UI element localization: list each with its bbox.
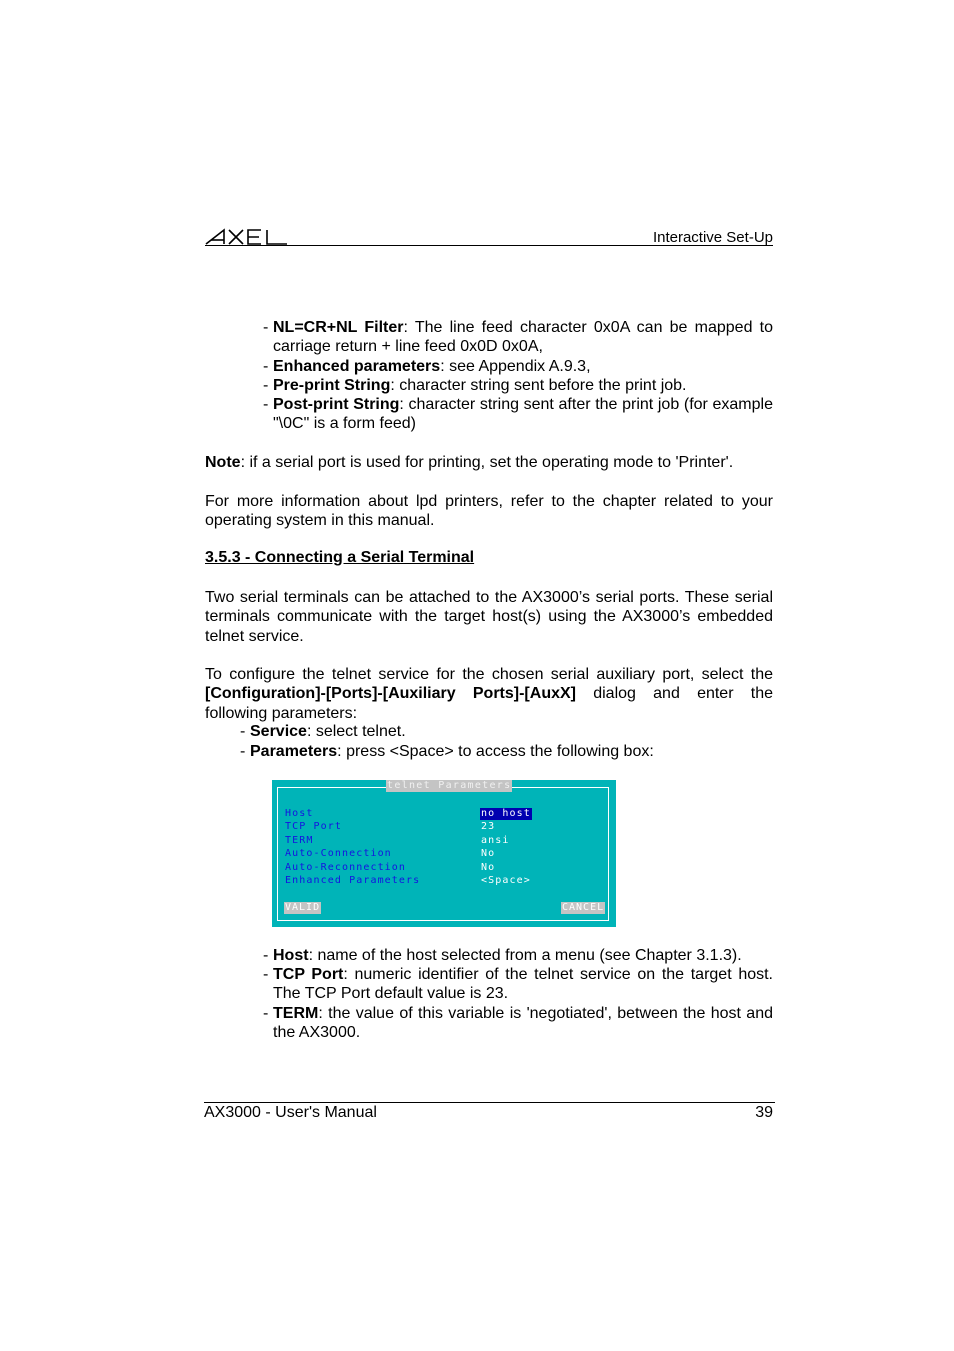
field-label-term: TERM xyxy=(285,835,314,846)
field-value-auto-reconnection[interactable]: No xyxy=(481,862,496,873)
list-item: - NL=CR+NL Filter: The line feed character 0x0A can be mapped to carriage return + line feed 0x0D 0x0A, xyxy=(263,319,773,356)
field-value-host[interactable]: no host xyxy=(481,808,531,819)
paragraph-config: To configure the telnet service for the chosen serial auxiliary port, select the [Configuration]-[Ports]-[Auxiliary Ports]-[AuxX] dialog and enter the following parameters: xyxy=(205,666,773,722)
field-value-tcp-port[interactable]: 23 xyxy=(481,821,496,832)
footer-manual-title: AX3000 - User's Manual xyxy=(204,1104,377,1121)
bullet-term: Pre-print String xyxy=(273,377,391,394)
list-item: - TERM: the value of this variable is 'negotiated', between the host and the AX3000. xyxy=(263,1005,773,1042)
bullet-term: NL=CR+NL Filter xyxy=(273,319,404,336)
page-number: 39 xyxy=(755,1104,773,1121)
list-item: - Service: select telnet. xyxy=(240,723,406,740)
cancel-button[interactable]: CANCEL xyxy=(562,902,605,913)
header-title: Interactive Set-Up xyxy=(652,229,773,246)
header-rule xyxy=(205,245,773,246)
footer-rule xyxy=(204,1102,775,1103)
bullet-term: Enhanced parameters xyxy=(273,358,441,375)
list-item: - Post-print String: character string sent after the print job (for example "\0C" is a form feed) xyxy=(263,396,773,433)
field-label-auto-connection: Auto-Connection xyxy=(285,848,392,859)
field-label-enhanced-parameters: Enhanced Parameters xyxy=(285,875,421,886)
field-value-auto-connection[interactable]: No xyxy=(481,848,496,859)
paragraph-lpd: For more information about lpd printers, refer to the chapter related to your operating system in this manual. xyxy=(205,493,773,530)
note-paragraph: Note: if a serial port is used for printing, set the operating mode to 'Printer'. xyxy=(205,454,734,471)
axel-logo xyxy=(205,224,289,246)
paragraph-serial: Two serial terminals can be attached to the AX3000’s serial ports. These serial terminals communicate with the target host(s) using the AX3000’s embedded telnet service. xyxy=(205,589,773,645)
field-value-term[interactable]: ansi xyxy=(481,835,510,846)
list-item: - Parameters: press <Space> to access the following box: xyxy=(240,743,654,760)
valid-button[interactable]: VALID xyxy=(285,902,321,913)
field-label-host: Host xyxy=(285,808,314,819)
field-label-tcp-port: TCP Port xyxy=(285,821,342,832)
field-value-enhanced-parameters[interactable]: <Space> xyxy=(481,875,531,886)
list-item: - TCP Port: numeric identifier of the telnet service on the target host. The TCP Port default value is 23. xyxy=(263,966,774,1003)
field-label-auto-reconnection: Auto-Reconnection xyxy=(285,862,407,873)
list-item: - Pre-print String: character string sent before the print job. xyxy=(263,377,687,394)
list-item: - Host: name of the host selected from a menu (see Chapter 3.1.3). xyxy=(263,947,742,964)
list-item: - Enhanced parameters: see Appendix A.9.3, xyxy=(263,358,591,375)
section-heading: 3.5.3 - Connecting a Serial Terminal xyxy=(205,549,475,566)
dialog-title: telnet Parameters xyxy=(387,780,512,791)
menu-path: [Configuration]-[Ports]-[Auxiliary Ports]-[AuxX] xyxy=(205,685,576,703)
telnet-parameters-dialog xyxy=(272,780,616,927)
bullet-term: Post-print String xyxy=(273,396,400,413)
